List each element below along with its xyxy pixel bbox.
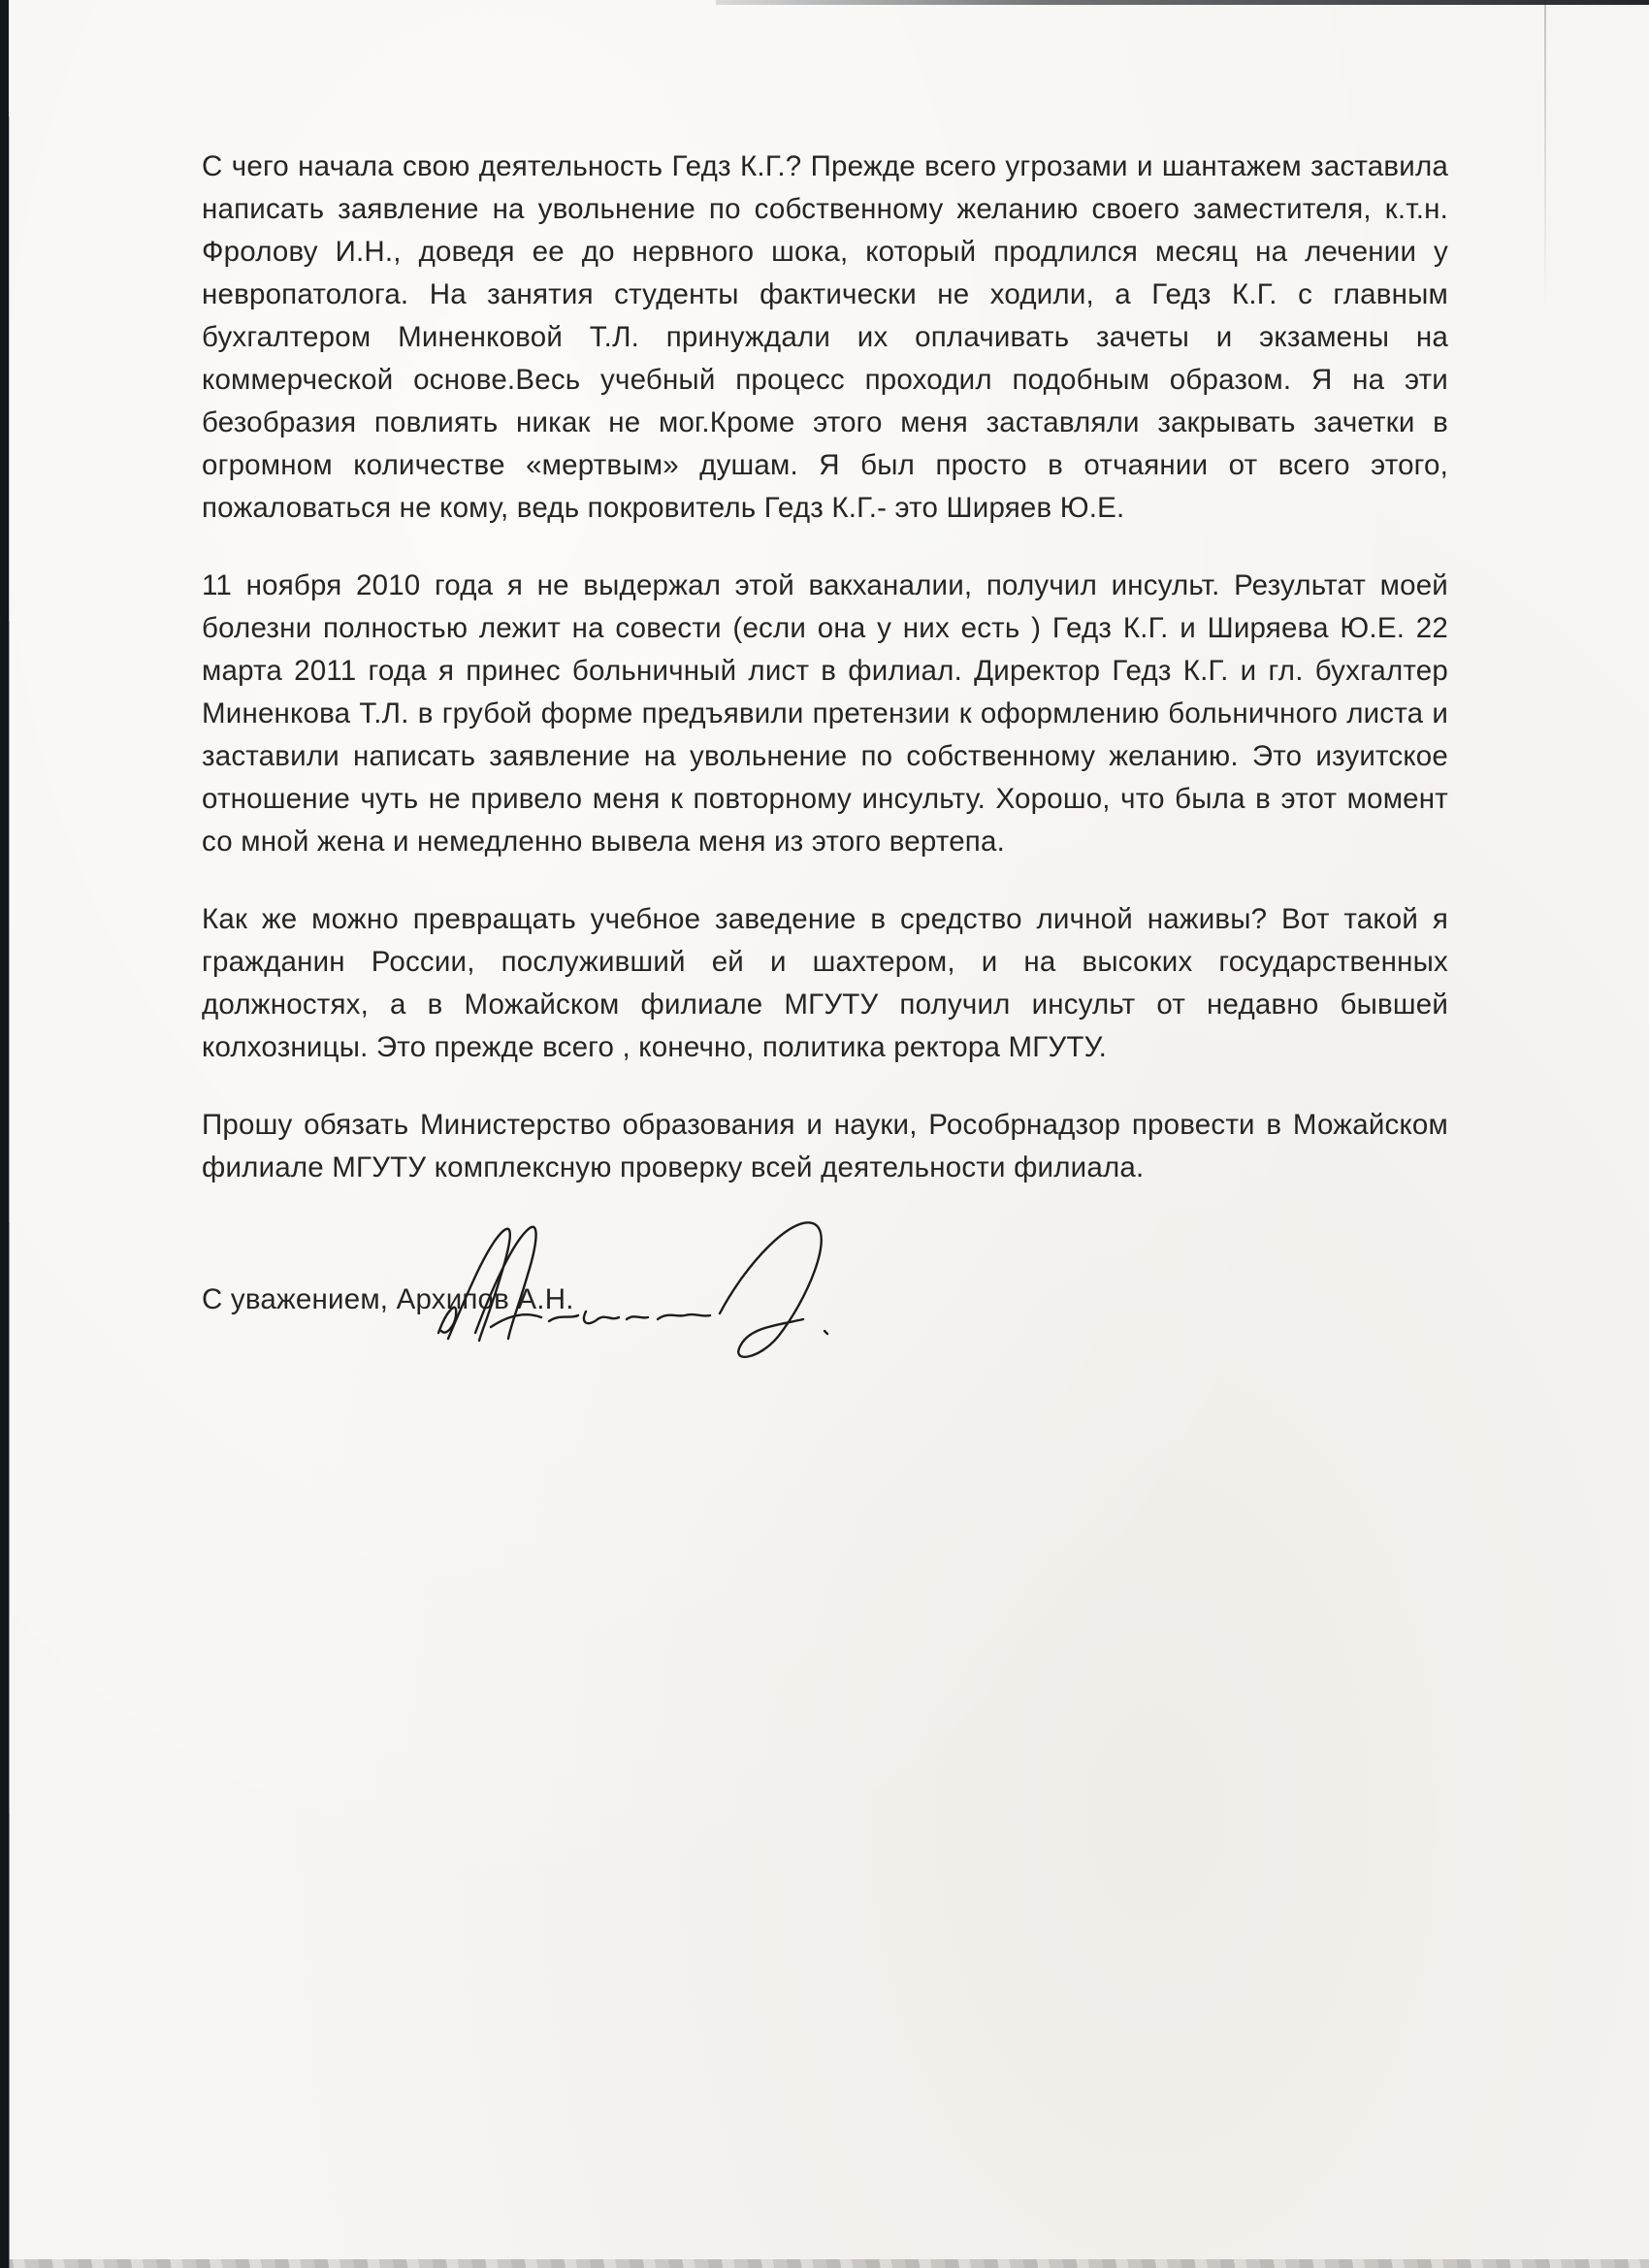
letter-body [202, 146, 1448, 1434]
closing-row [202, 1279, 1448, 1434]
scan-edge-top [716, 0, 1649, 5]
letter-paragraph: С чего начала свою деятельность Гедз К.Г.? Прежде всего угрозами и шантажем заставила написать заявление на увольнение по собственному желанию своего заместителя, к.т.н. Фролову И.Н., доведя ее до нервного шока, который продлился месяц на лечении у невропатолога. На занятия студенты фактически не ходили, а Гедз К.Г. с главным бухгалтером Миненковой Т.Л. принуждали их оплачивать зачеты и экзамены на коммерческой основе.Весь учебный процесс проходил подобным образом. Я на эти безобразия повлиять никак не мог.Кроме этого меня заставляли закрывать зачетки в огромном количестве «мертвым» душам. Я был просто в отчаянии от всего этого, пожаловаться не кому, ведь покровитель Гедз К.Г.- это Ширяев Ю.Е. [202, 150, 1448, 524]
closing-salutation: С уважением, Архипов А.Н. [202, 1283, 574, 1315]
scan-edge-left [0, 0, 9, 2268]
scan-line-right [1544, 0, 1546, 310]
letter-paragraph: Как же можно превращать учебное заведение в средство личной наживы? Вот такой я гражданин России, послуживший ей и шахтером, и на высоких государственных должностях, а в Можайском филиале МГУТУ получил инсульт от недавно бывшей колхозницы. Это прежде всего , конечно, политика ректора МГУТУ. [202, 903, 1448, 1063]
letter-paragraph: Прошу обязать Министерство образования и науки, Рособрнадзор провести в Можайском филиале МГУТУ комплексную проверку всей деятельности филиала. [202, 1109, 1448, 1183]
scan-edge-bottom [0, 2259, 1649, 2268]
letter-paragraph: 11 ноября 2010 года я не выдержал этой вакханалии, получил инсульт. Результат моей болезни полностью лежит на совести (если она у них есть ) Гедз К.Г. и Ширяева Ю.Е. 22 марта 2011 года я принес больничный лист в филиал. Директор Гедз К.Г. и гл. бухгалтер Миненкова Т.Л. в грубой форме предъявили претензии к оформлению больничного листа и заставили написать заявление на увольнение по собственному желанию. Это изуитское отношение чуть не привело меня к повторному инсульту. Хорошо, что была в этот момент со мной жена и немедленно вывела меня из этого вертепа. [202, 569, 1448, 858]
signature-icon [433, 1218, 871, 1366]
